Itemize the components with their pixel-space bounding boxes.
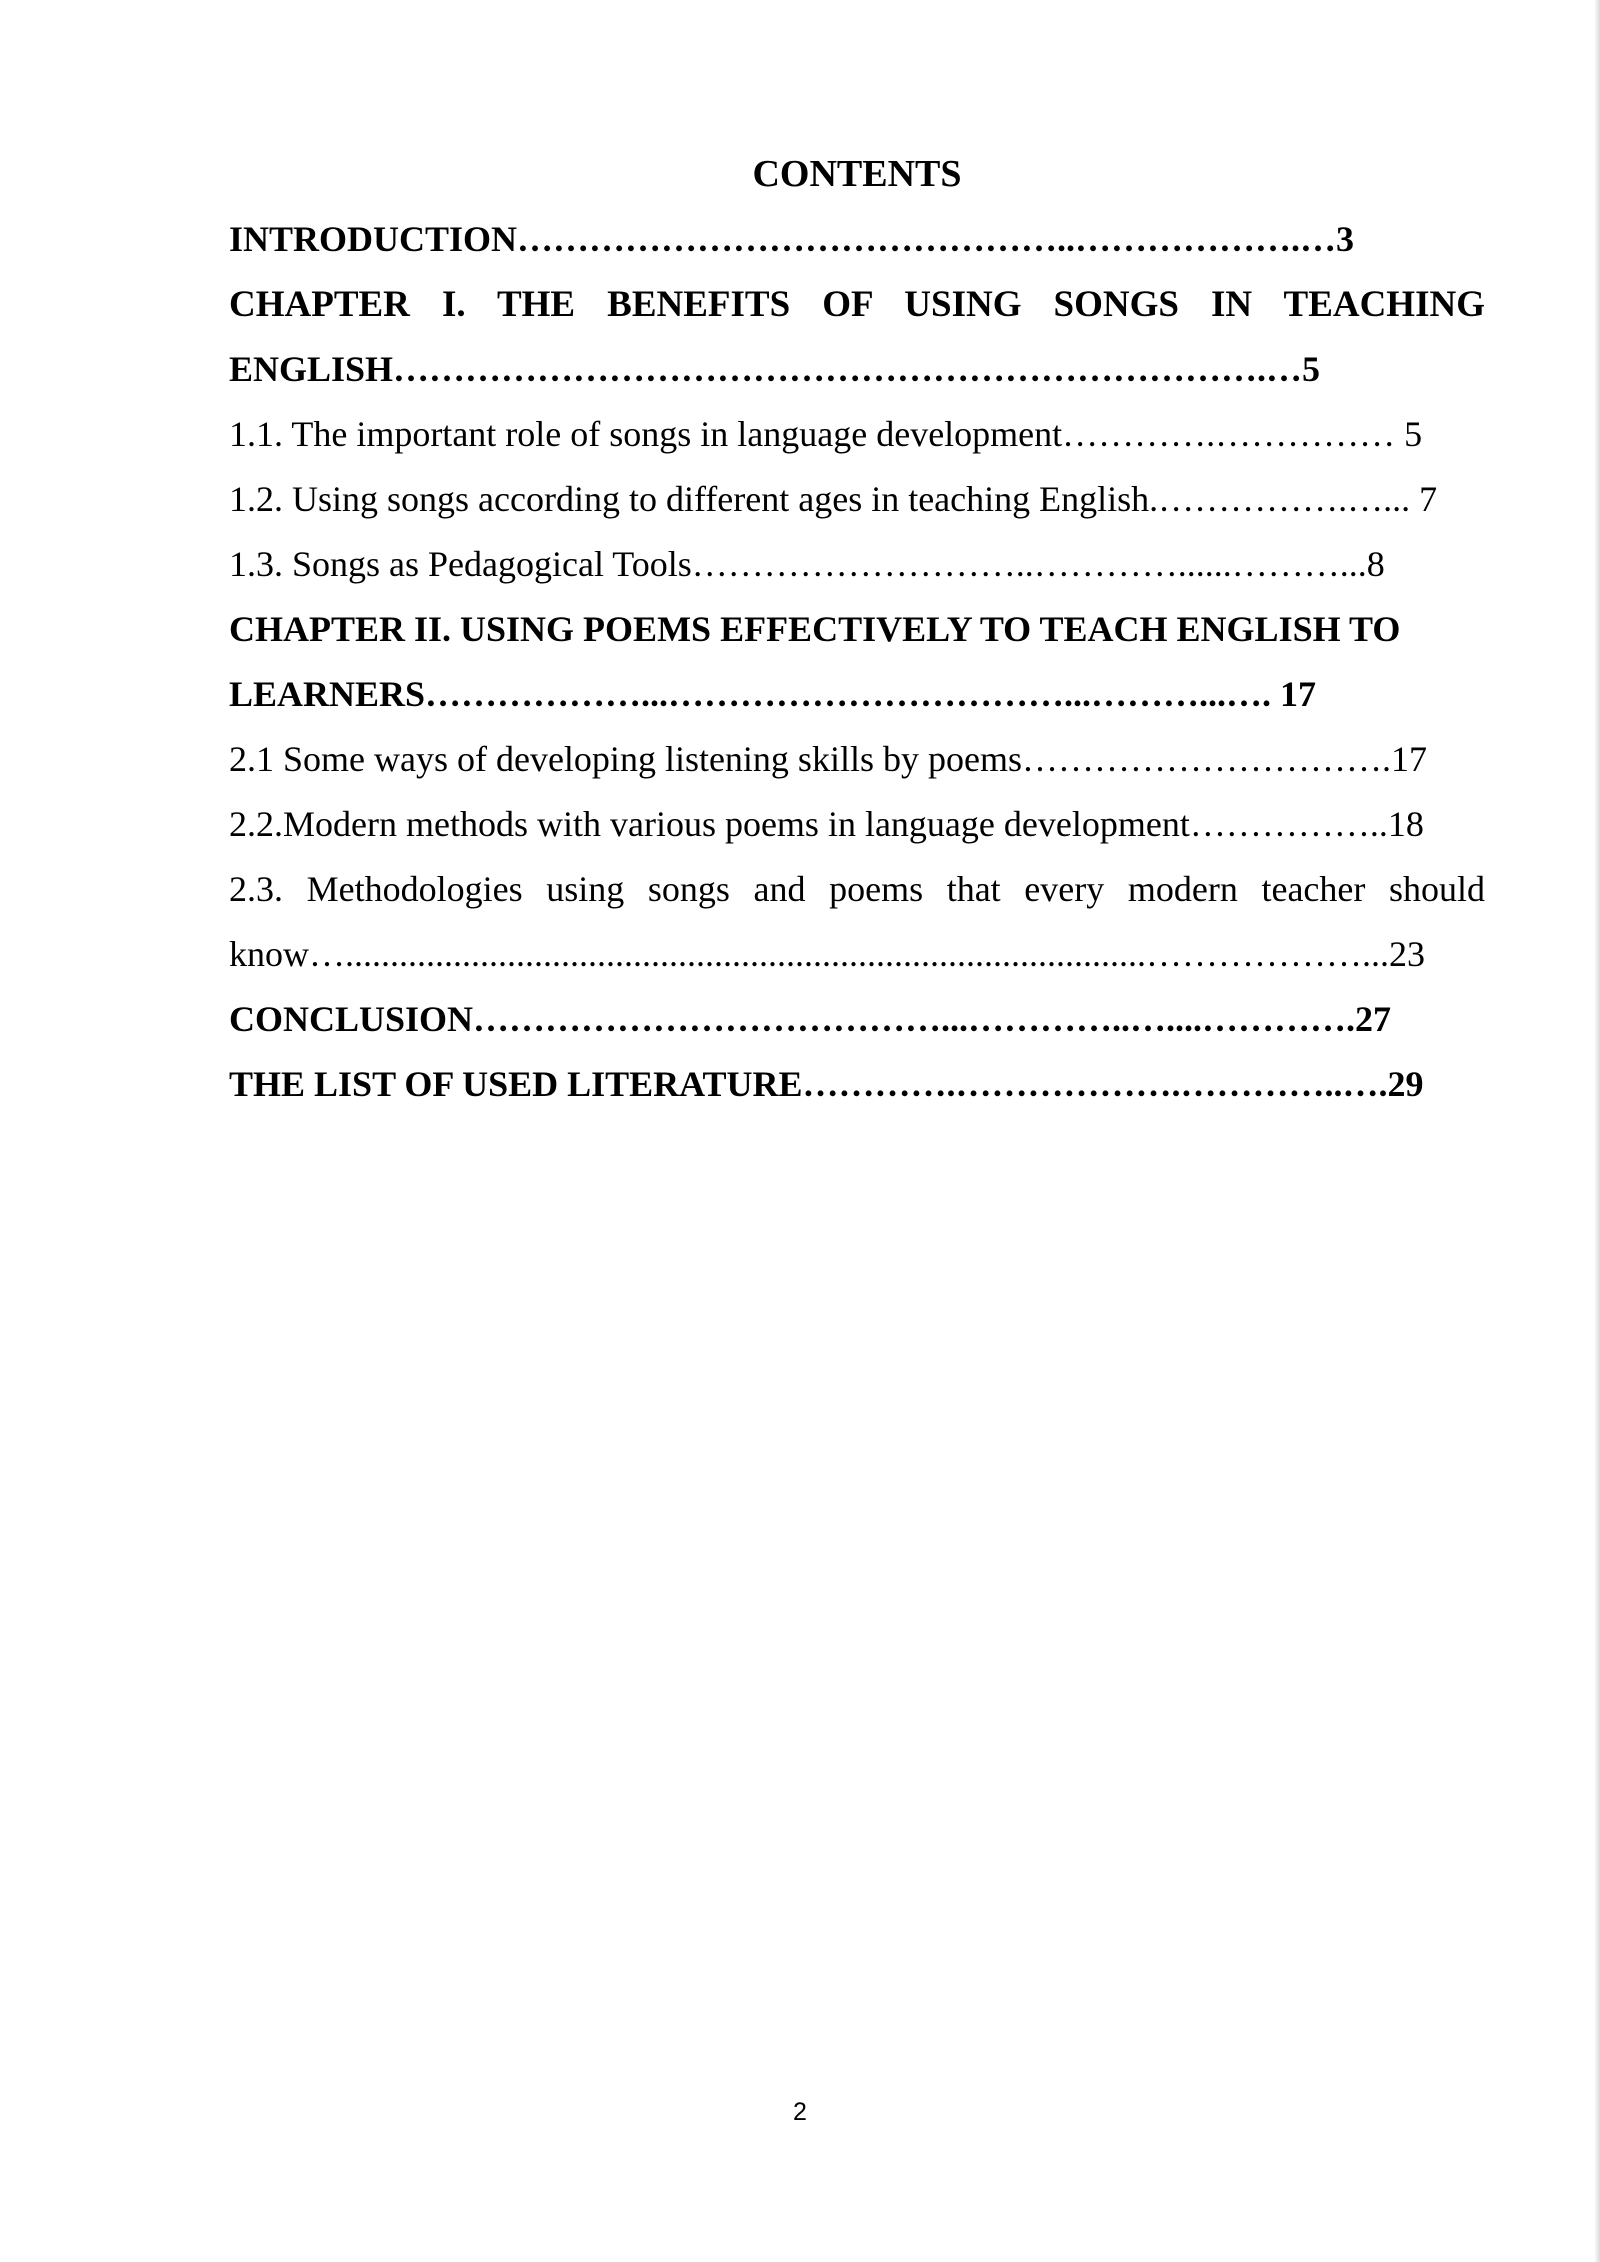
table-of-contents bbox=[229, 142, 1485, 1117]
toc-entry-introduction: INTRODUCTION………………………………………..……………….…3 bbox=[229, 219, 1355, 259]
toc-entry-section-2-3-continuation: know….........................................................................................………………...23 bbox=[229, 934, 1425, 974]
toc-entry-section-2-2: 2.2.Modern methods with various poems in language development……………..18 bbox=[229, 804, 1424, 844]
toc-entry-literature: THE LIST OF USED LITERATURE………….……………….…………..….29 bbox=[229, 1064, 1424, 1104]
toc-entry-chapter-2-continuation: LEARNERS………………...……………………………...………...…. 17 bbox=[229, 674, 1317, 714]
toc-entry-section-2-3: 2.3. Methodologies using songs and poems that every modern teacher should bbox=[229, 869, 1485, 909]
page-edge-shadow bbox=[1594, 0, 1600, 2262]
toc-entry-section-2-1: 2.1 Some ways of developing listening skills by poems………………………….17 bbox=[229, 739, 1427, 779]
contents-heading: CONTENTS bbox=[752, 153, 962, 195]
toc-entry-chapter-1-title: CHAPTER I. THE BENEFITS OF USING SONGS IN TEACHING bbox=[229, 284, 1485, 325]
toc-entry-conclusion: CONCLUSION…………………………………...…………..…....………….27 bbox=[229, 999, 1392, 1039]
toc-entry-section-1-3: 1.3. Songs as Pedagogical Tools………………………..…………......………...8 bbox=[229, 544, 1385, 584]
toc-entry-section-1-1: 1.1. The important role of songs in language development………….…………… 5 bbox=[229, 414, 1423, 454]
toc-entry-chapter-1-continuation: ENGLISH……………………………………………………………….…5 bbox=[229, 349, 1321, 389]
toc-entry-chapter-2-title: CHAPTER II. USING POEMS EFFECTIVELY TO TEACH ENGLISH TO bbox=[229, 609, 1401, 649]
toc-entry-section-1-2: 1.2. Using songs according to different ages in teaching English.…………….…... 7 bbox=[229, 479, 1438, 519]
page-number: 2 bbox=[793, 2098, 807, 2126]
